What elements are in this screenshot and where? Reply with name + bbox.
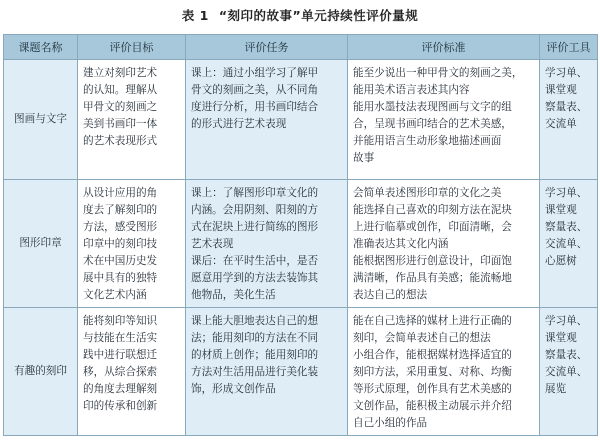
criteria-line: 刻印方法，采用重复、对称、均衡	[353, 366, 512, 378]
table-row	[4, 308, 598, 436]
goal-line: 的艺术表现形式	[83, 135, 158, 147]
evaluation-rubric-table	[3, 34, 598, 436]
task-line: 艺术表现	[191, 238, 234, 250]
task-cell	[186, 60, 348, 180]
header-tools: 评价工具	[540, 35, 598, 60]
tools-line: 学习单、	[545, 315, 588, 327]
criteria-line: 能至少说出一种甲骨文的刻画之美，	[353, 67, 523, 79]
tools-line: 心愿树	[545, 255, 577, 267]
task-line: 课上：了解图形印章文化的	[191, 187, 319, 199]
goal-line: 展中具有的独特	[83, 272, 158, 284]
header-task: 评价任务	[186, 35, 348, 60]
goal-line: 的角度去理解刻	[83, 383, 158, 395]
task-line: 的形式进行艺术表现	[191, 118, 287, 130]
task-line: 饰，形成文创作品	[191, 383, 276, 395]
tools-line: 交流单	[545, 118, 577, 130]
goal-line: 印章中的刻印技	[83, 238, 158, 250]
goal-line: 建立对刻印艺术	[83, 67, 158, 79]
tools-cell	[540, 308, 598, 436]
goal-line: 度去了解刻印的	[83, 204, 158, 216]
goal-cell	[78, 60, 186, 180]
table-row	[4, 60, 598, 180]
tools-line: 交流单、	[545, 238, 588, 250]
header-topic: 课题名称	[4, 35, 78, 60]
task-cell	[186, 180, 348, 308]
tools-line: 察量表、	[545, 349, 588, 361]
table-header-row	[4, 35, 598, 60]
criteria-cell	[348, 308, 540, 436]
goal-line: 甲骨文的刻画之	[83, 101, 158, 113]
criteria-line: 准确表达其文化内涵	[353, 238, 449, 250]
criteria-line: 上进行临摹或创作，印面清晰，会	[353, 221, 512, 233]
task-line: 愿意用学到的方法去装饰其	[191, 272, 319, 284]
header-goal: 评价目标	[78, 35, 186, 60]
topic-name-cell: 图形印章	[4, 180, 78, 308]
table-number: 表 1	[181, 8, 209, 23]
task-line: 课上能大胆地表达自己的想	[191, 315, 319, 327]
criteria-line: 能根据图形进行创意设计，印面饱	[353, 255, 512, 267]
tools-line: 学习单、	[545, 67, 588, 79]
task-line: 度进行分析，用书画印结合	[191, 101, 319, 113]
criteria-line: 文创作品，能积极主动展示并介绍	[353, 400, 512, 412]
task-cell	[186, 308, 348, 436]
criteria-line: 能用水墨技法表现图画与文字的组	[353, 101, 512, 113]
task-line: 课上：通过小组学习了解甲	[191, 67, 319, 79]
goal-line: 文化艺术内涵	[83, 289, 147, 301]
task-line: 法；能用刻印的方法在不同	[191, 332, 319, 344]
goal-line: 的认知。理解从	[83, 84, 158, 96]
criteria-line: 等形式原理，创作具有艺术美感的	[353, 383, 512, 395]
criteria-line: 小组合作，能根据媒材选择适宜的	[353, 349, 512, 361]
criteria-line: 能在自己选择的媒材上进行正确的	[353, 315, 512, 327]
header-criteria: 评价标准	[348, 35, 540, 60]
table-row	[4, 180, 598, 308]
tools-cell	[540, 60, 598, 180]
tools-line: 课堂观	[545, 84, 577, 96]
tools-line: 学习单、	[545, 187, 588, 199]
tools-line: 课堂观	[545, 204, 577, 216]
goal-cell	[78, 180, 186, 308]
criteria-line: 表达自己的想法	[353, 289, 428, 301]
task-line: 的材质上创作；能用刻印的	[191, 349, 319, 361]
criteria-line: 能用美术语言表述其内容	[353, 84, 470, 96]
criteria-line: 刻印，会简单表述自己的想法	[353, 332, 491, 344]
topic-name-cell: 图画与文字	[4, 60, 78, 180]
tools-line: 察量表、	[545, 221, 588, 233]
criteria-line: 合，呈现书画印结合的艺术美感，	[353, 118, 512, 130]
goal-line: 印的传承和创新	[83, 400, 158, 412]
criteria-cell	[348, 60, 540, 180]
goal-line: 践中进行联想迁	[83, 349, 158, 361]
goal-line: 能将刻印等知识	[83, 315, 158, 327]
tools-line: 展览	[545, 383, 567, 395]
table-caption	[0, 6, 600, 24]
task-line: 他物品，美化生活	[191, 289, 276, 301]
goal-cell	[78, 308, 186, 436]
tools-line: 察量表、	[545, 101, 588, 113]
criteria-cell	[348, 180, 540, 308]
goal-line: 方法，感受图形	[83, 221, 158, 233]
goal-line: 术在中国历史发	[83, 255, 158, 267]
task-line: 内涵。会用阴刻、阳刻的方	[191, 204, 319, 216]
task-line: 方法对生活用品进行美化装	[191, 366, 319, 378]
goal-line: 移，从综合探索	[83, 366, 158, 378]
tools-cell	[540, 180, 598, 308]
tools-line: 交流单、	[545, 366, 588, 378]
criteria-line: 自己小组的作品	[353, 417, 428, 429]
goal-line: 从设计应用的角	[83, 187, 158, 199]
criteria-line: 能选择自己喜欢的印刻方法在泥块	[353, 204, 512, 216]
task-line: 骨文的刻画之美，从不同角	[191, 84, 319, 96]
goal-line: 与技能在生活实	[83, 332, 158, 344]
table-title: “刻印的故事”单元持续性评价量规	[218, 8, 419, 23]
task-line: 课后：在平时生活中，是否	[191, 255, 319, 267]
task-line: 式在泥块上进行简练的图形	[191, 221, 319, 233]
criteria-line: 会简单表述图形印章的文化之美	[353, 187, 502, 199]
criteria-line: 并能用语言生动形象地描述画面	[353, 135, 502, 147]
criteria-line: 满清晰，作品具有美感；能流畅地	[353, 272, 512, 284]
goal-line: 美到书画印一体	[83, 118, 158, 130]
topic-name-cell: 有趣的刻印	[4, 308, 78, 436]
tools-line: 课堂观	[545, 332, 577, 344]
criteria-line: 故事	[353, 152, 375, 164]
